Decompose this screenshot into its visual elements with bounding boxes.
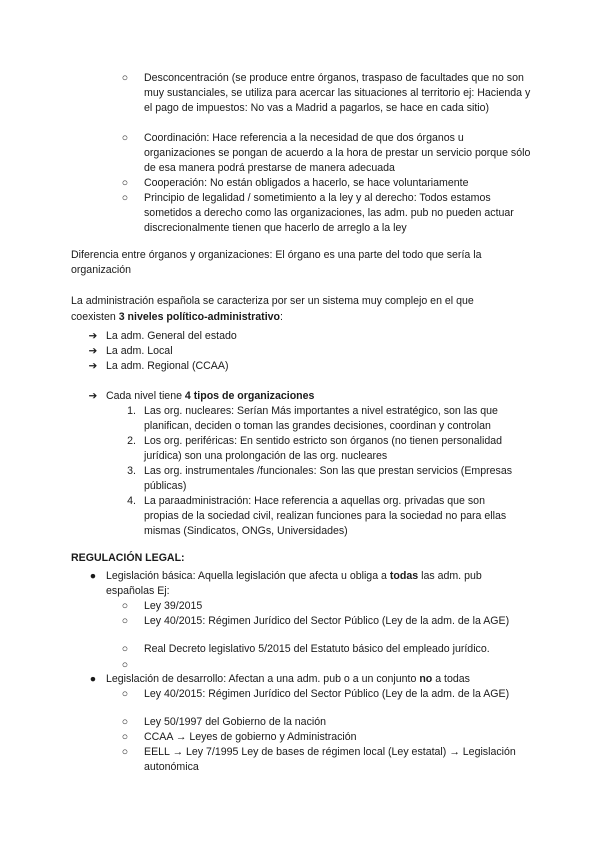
hollow-bullet-icon: ○ [121,716,129,728]
list-item-text: Legislación básica: Aquella legislación que afecta u obliga a todas las adm. pub españolas Ej: [106,570,482,597]
list-item [86,359,516,374]
list-number: 2. [127,435,136,447]
list-item [116,687,516,702]
list-item [116,715,516,730]
arrow-bullet-icon: ➔ [88,390,98,402]
list-item [122,464,520,494]
list-item [116,658,516,673]
list-item-text: CCAA → Leyes de gobierno y Administración [144,731,357,743]
list-item-text: Las org. nucleares: Serían Más importantes a nivel estratégico, son las que planifican, deciden o toman las grandes decisiones, coordinan y controlan [144,405,498,432]
hollow-bullet-icon: ○ [121,746,129,758]
list-item [122,404,520,434]
list-item [116,176,531,191]
list-item-text: Ley 40/2015: Régimen Jurídico del Sector Público (Ley de la adm. de la AGE) [144,615,510,627]
list-item-text: Ley 40/2015: Régimen Jurídico del Sector Público (Ley de la adm. de la AGE) [144,688,510,700]
list-item-text: EELL → Ley 7/1995 Ley de bases de régimen local (Ley estatal) → Legislación autonómica [144,746,516,773]
list-item-text: Ley 39/2015 [144,600,203,612]
intro-bold: 3 niveles político-administrativo [118,311,281,323]
list-item-text: Desconcentración (se produce entre órganos, traspaso de facultades que no son muy sustanciales, se utiliza para acercar las situaciones al territorio ej: Hacienda y el pago de impuestos: No vas a Madrid a pagarlos, se hace en cada sitio) [144,72,531,114]
list-item [86,344,516,359]
list-item [116,131,531,176]
filled-bullet-icon: ● [89,570,97,582]
list-item-text: Legislación de desarrollo: Afectan a una adm. pub o a un conjunto no a todas [106,673,470,685]
list-item [116,191,531,236]
list-item-text: Principio de legalidad / sometimiento a la ley y al derecho: Todos estamos sometidos a derecho como las organizaciones, las adm. pub no pueden actuar discrecionalmente tienen que hacerlo de arreglo a la ley [144,192,514,234]
list-item-text: La adm. General del estado [106,330,237,342]
arrow-bullet-icon: ➔ [88,330,98,342]
list-number: 1. [127,405,136,417]
list-item [122,434,520,464]
list-item [122,494,520,539]
list-item-text: Los org. periféricas: En sentido estricto son órganos (no tienen personalidad jurídica) son una prolongación de las org. nucleares [144,435,503,462]
list-item-text: Coordinación: Hace referencia a la necesidad de que dos órganos u organizaciones se pongan de acuerdo a la hora de prestar un servicio porque sólo de esa manera podrá prestarse de manera adecuada [144,132,531,174]
list-item-text: Real Decreto legislativo 5/2015 del Estatuto básico del empleado jurídico. [144,643,490,655]
list-number: 4. [127,495,136,507]
list-item-text: Cada nivel tiene 4 tipos de organizaciones [106,390,315,402]
hollow-bullet-icon: ○ [121,72,129,84]
list-item [116,730,516,745]
list-item [116,642,526,657]
list-item [86,389,516,404]
hollow-bullet-icon: ○ [121,659,129,671]
list-item [116,599,516,614]
list-item [86,672,516,687]
list-item-text: La adm. Local [106,345,173,357]
list-item-text: Cooperación: No están obligados a hacerlo, se hace voluntariamente [144,177,469,189]
intro-paragraph: La administración española se caracteriza por ser un sistema muy complejo en el que coexisten 3 niveles político-administrativo: [71,295,474,323]
hollow-bullet-icon: ○ [121,688,129,700]
list-item-text: La adm. Regional (CCAA) [106,360,229,372]
list-item [86,569,516,599]
list-item [116,745,516,775]
list-item-text: Las org. instrumentales /funcionales: Son las que prestan servicios (Empresas públicas) [144,465,513,492]
arrow-bullet-icon: ➔ [88,360,98,372]
hollow-bullet-icon: ○ [121,615,129,627]
section-heading: REGULACIÓN LEGAL: [71,552,185,564]
hollow-bullet-icon: ○ [121,132,129,144]
arrow-bullet-icon: ➔ [88,345,98,357]
hollow-bullet-icon: ○ [121,177,129,189]
filled-bullet-icon: ● [89,673,97,685]
hollow-bullet-icon: ○ [121,600,129,612]
list-item [116,71,531,116]
list-item-text: Ley 50/1997 del Gobierno de la nación [144,716,326,728]
diferencia-paragraph: Diferencia entre órganos y organizaciones: El órgano es una parte del todo que sería la organización [71,249,482,276]
list-item [86,329,516,344]
hollow-bullet-icon: ○ [121,731,129,743]
list-item [116,614,516,629]
hollow-bullet-icon: ○ [121,643,129,655]
list-number: 3. [127,465,136,477]
list-item-text: La paraadministración: Hace referencia a aquellas org. privadas que son propias de la sociedad civil, realizan funciones para la sociedad no para ellas mismas (Sindicatos, ONGs, Universidades) [144,495,507,537]
hollow-bullet-icon: ○ [121,192,129,204]
